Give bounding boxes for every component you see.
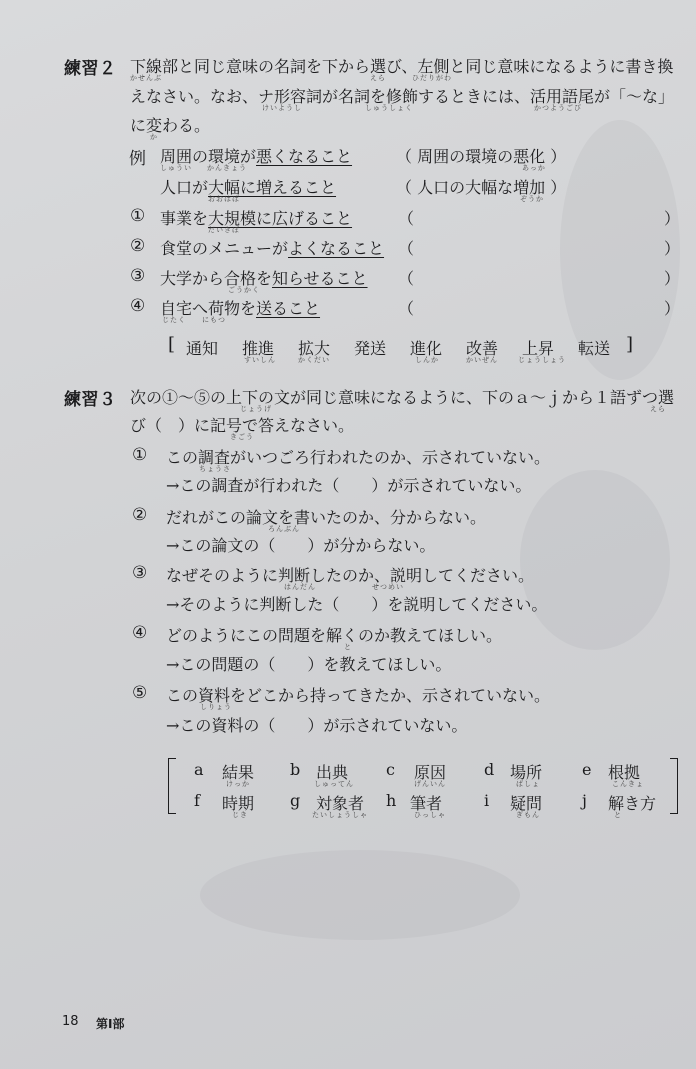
choice-letter: f xyxy=(194,791,200,810)
choice-word: 筆者 xyxy=(410,794,443,813)
exercise-2-item-1 xyxy=(160,206,352,229)
answer-blank-open: （ xyxy=(398,239,415,258)
exercise-2-item-2 xyxy=(160,236,384,259)
exercise-2-item-3 xyxy=(160,266,368,289)
exercise-3-item-3-question: なぜそのように判断したのか、説明してください。 xyxy=(166,566,535,585)
word-bank-item: 拡大 xyxy=(298,339,331,358)
word-bank-item: 発送 xyxy=(354,339,387,358)
ruby: たいしょうしゃ xyxy=(312,811,368,819)
show-through-shadow xyxy=(520,470,670,650)
item-number: ③ xyxy=(132,563,148,583)
ruby: じょうしょう xyxy=(518,356,566,364)
exercise-2-label: 練習２ xyxy=(64,59,117,79)
ruby: ごうかく xyxy=(228,286,260,294)
item-underlined: よくなること xyxy=(288,239,385,258)
item-number: ⑤ xyxy=(132,683,148,703)
exercise-2-instruction-line-3: に変わる。 xyxy=(130,116,211,135)
ruby: か xyxy=(150,133,158,141)
example-2-answer-text: 人口の大幅な増加 xyxy=(417,178,546,197)
part-label: 第Ⅰ部 xyxy=(96,1017,125,1031)
ruby: げんいん xyxy=(414,780,446,788)
choice-letter: b xyxy=(290,760,301,779)
ruby: かせんぶ xyxy=(130,74,162,82)
choice-word: 原因 xyxy=(414,763,447,782)
ruby: おおはば xyxy=(208,195,240,203)
ruby: ぞうか xyxy=(520,195,544,203)
word-bank-item: 進化 xyxy=(410,339,443,358)
choice-letter: a xyxy=(194,760,204,779)
choice-letter: g xyxy=(290,791,301,810)
ruby: しゅってん xyxy=(314,780,354,788)
example-1-answer: （ 周囲の環境の悪化 ） xyxy=(396,147,567,166)
word-bank-open-bracket: [ xyxy=(168,334,176,355)
example-1-underlined: 悪くなること xyxy=(256,147,353,166)
ruby: じょうげ xyxy=(240,405,272,413)
example-2-underlined: 大幅に増えること xyxy=(208,178,337,197)
ruby: かつようごび xyxy=(534,104,582,112)
ruby: だいきぼ xyxy=(208,226,240,234)
ruby: あっか xyxy=(522,164,546,172)
example-label: 例 xyxy=(129,149,146,169)
word-bank-item: 通知 xyxy=(186,339,219,358)
ruby: じたく にもつ xyxy=(162,316,226,324)
item-number: ② xyxy=(130,236,146,256)
choice-word: 疑問 xyxy=(510,794,543,813)
ruby: えら xyxy=(370,74,386,82)
item-number: ③ xyxy=(130,266,146,286)
choice-letter: h xyxy=(386,791,397,810)
show-through-shadow xyxy=(200,850,520,940)
exercise-3-instruction-line-1: 次の①〜⑤の上下の文が同じ意味になるように、下のａ〜ｊから１語ずつ選 xyxy=(130,388,675,407)
item-pre: 自宅へ荷物を xyxy=(160,299,257,318)
exercise-2-instruction-line-2: えなさい。なお、ナ形容詞が名詞を修飾するときには、活用語尾が「〜な」 xyxy=(130,87,675,106)
ruby: けいようし xyxy=(262,104,302,112)
ruby: ばしょ xyxy=(516,780,540,788)
exercise-3-item-4-question: どのようにこの問題を解くのか教えてほしい。 xyxy=(166,626,503,645)
ruby: しんか xyxy=(415,356,439,364)
item-underlined: 大規模に広げること xyxy=(208,209,353,228)
ruby: はんだん せつめい xyxy=(284,583,404,591)
item-pre: 大学から合格を xyxy=(160,269,273,288)
ruby: かんきょう xyxy=(207,164,247,172)
choice-word: 時期 xyxy=(222,794,255,813)
ruby: しゅうしょく xyxy=(365,104,413,112)
ruby: きごう xyxy=(230,433,254,441)
example-1-pre: 周囲の環境が xyxy=(160,147,257,166)
item-number: ④ xyxy=(130,296,146,316)
exercise-3-item-3-answer: →そのように判断した（ ）を説明してください。 xyxy=(166,595,548,614)
choices-open-bracket xyxy=(168,758,176,814)
ruby: かくだい xyxy=(298,356,330,364)
answer-blank-close: ） xyxy=(664,209,681,228)
example-2-answer: （ 人口の大幅な増加 ） xyxy=(396,178,567,197)
choice-word: 対象者 xyxy=(316,794,365,813)
ruby: ひっしゃ xyxy=(414,811,446,819)
word-bank-item: 改善 xyxy=(466,339,499,358)
ruby: しゅうい xyxy=(160,164,192,172)
item-underlined: 送ること xyxy=(256,299,321,318)
choice-letter: e xyxy=(582,760,592,779)
answer-blank-open: （ xyxy=(398,269,415,288)
ruby: と xyxy=(344,643,352,651)
choice-word: 出典 xyxy=(316,763,349,782)
choices-close-bracket xyxy=(670,758,678,814)
answer-blank-close: ） xyxy=(664,269,681,288)
ruby: こんきょ xyxy=(612,780,644,788)
exercise-3-item-5-answer: →この資料の（ ）が示されていない。 xyxy=(166,716,468,735)
example-1-answer-text: 周囲の環境の悪化 xyxy=(417,147,546,166)
ruby: かいぜん xyxy=(466,356,498,364)
item-underlined: 知らせること xyxy=(272,269,368,288)
ruby: けっか xyxy=(226,780,250,788)
item-number: ① xyxy=(130,206,146,226)
exercise-3-instruction-line-2: び（ ）に記号で答えなさい。 xyxy=(130,416,355,435)
item-number: ④ xyxy=(132,623,148,643)
example-2-pre: 人口が xyxy=(160,178,209,197)
answer-blank-close: ） xyxy=(664,239,681,258)
word-bank-close-bracket: ] xyxy=(626,334,634,355)
exercise-3-item-1-answer: →この調査が行われた（ ）が示されていない。 xyxy=(166,476,532,495)
ruby: じき xyxy=(232,811,248,819)
choice-letter: d xyxy=(484,760,495,779)
ruby: ろんぶん xyxy=(268,525,300,533)
word-bank-item: 推進 xyxy=(242,339,275,358)
ruby: と xyxy=(614,811,622,819)
ruby: えら xyxy=(650,405,666,413)
example-2 xyxy=(160,175,336,198)
word-bank-item: 上昇 xyxy=(522,339,555,358)
choice-word: 結果 xyxy=(222,763,255,782)
ruby: ぎもん xyxy=(516,811,540,819)
exercise-2-instruction-line-1: 下線部と同じ意味の名詞を下から選び、左側と同じ意味になるように書き換 xyxy=(130,57,674,76)
word-bank-item: 転送 xyxy=(578,339,611,358)
ruby: ひだりがわ xyxy=(412,74,452,82)
choice-letter: j xyxy=(582,791,587,810)
choice-letter: i xyxy=(484,791,490,810)
answer-blank-open: （ xyxy=(398,209,415,228)
answer-blank-close: ） xyxy=(664,299,681,318)
choice-word: 根拠 xyxy=(608,763,641,782)
item-number: ① xyxy=(132,445,148,465)
exercise-3-item-2-answer: →この論文の（ ）が分からない。 xyxy=(166,536,436,555)
choice-word: 解き方 xyxy=(608,794,657,813)
item-pre: 事業を xyxy=(160,209,209,228)
exercise-3-item-1-question: この調査がいつごろ行われたのか、示されていない。 xyxy=(166,448,551,467)
exercise-3-item-5-question: この資料をどこから持ってきたか、示されていない。 xyxy=(166,686,551,705)
choice-word: 場所 xyxy=(510,763,543,782)
ruby: すいしん xyxy=(244,356,276,364)
exercise-3-item-2-question: だれがこの論文を書いたのか、分からない。 xyxy=(166,508,487,527)
choice-letter: c xyxy=(386,760,395,779)
answer-blank-open: （ xyxy=(398,299,415,318)
item-number: ② xyxy=(132,505,148,525)
item-pre: 食堂のメニューが xyxy=(160,239,289,258)
exercise-3-item-4-answer: →この問題の（ ）を教えてほしい。 xyxy=(166,655,452,674)
page-number: 18 xyxy=(62,1014,79,1029)
ruby: ちょうさ xyxy=(199,465,231,473)
exercise-3-label: 練習３ xyxy=(64,390,117,410)
ruby: しりょう xyxy=(200,703,232,711)
